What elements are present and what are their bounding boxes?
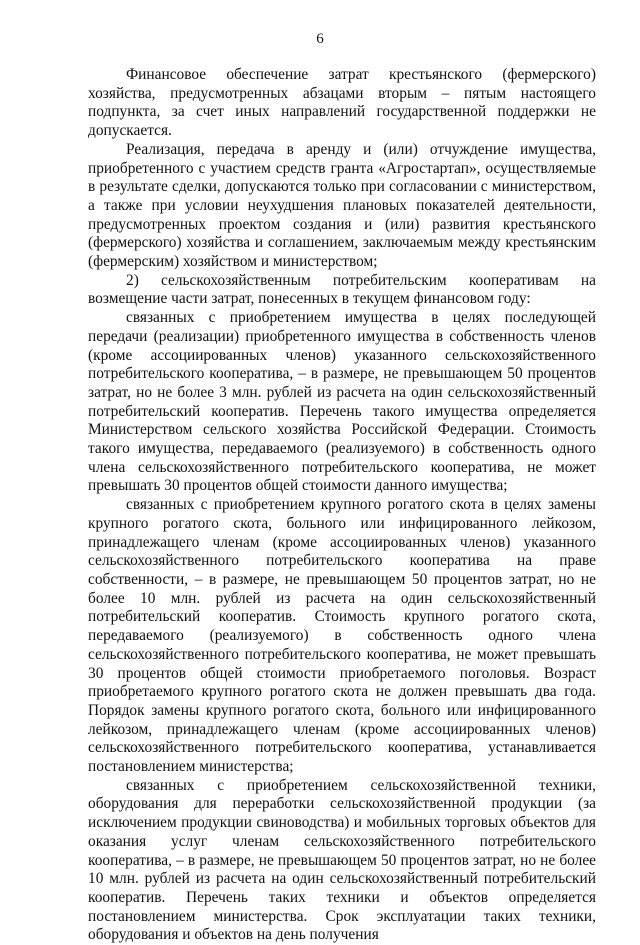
paragraph-machinery-acquisition: связанных с приобретением сельскохозяйственной техники, оборудования для переработки сельскохозяйственной продукции (за исключением продукции свиноводства) и мобильных торговых объектов для оказания услуг членам сельскохозяйственного потребительского кооператива, – в размере, не превышающем 50 процентов затрат, но не более 10 млн. рублей из расчета на один сельскохозяйственный потребительский кооператив. Перечень таких техники и объектов определяется постановлением министерства. Срок эксплуатации таких техники, оборудования и объектов на день получения bbox=[88, 776, 596, 944]
paragraph-property-disposal: Реализация, передача в аренду и (или) отчуждение имущества, приобретенного с участием средств гранта «Агростартап», осуществляемые в результате сделки, допускаются только при согласовании с министерством, а также при условии неухудшения плановых показателей деятельности, предусмотренных проектом создания и (или) развития крестьянского (фермерского) хозяйства и соглашением, заключаемым между крестьянским (фермерским) хозяйством и министерством; bbox=[88, 140, 596, 271]
paragraph-cattle-replacement: связанных с приобретением крупного рогатого скота в целях замены крупного рогатого скота, больного или инфицированного лейкозом, принадлежащего членам (кроме ассоциированных членов) указанного сельскохозяйственного потребительского кооператива на праве собственности, – в размере, не превышающем 50 процентов затрат, но не более 10 млн. рублей из расчета на один сельскохозяйственный потребительский кооператив. Стоимость крупного рогатого скота, передаваемого (реализуемого) в собственность одного члена сельскохозяйственного потребительского кооператива, не может превышать 30 процентов общей стоимости приобретаемого поголовья. Возраст приобретаемого крупного рогатого скота не должен превышать два года. Порядок замены крупного рогатого скота, больного или инфицированного лейкозом, принадлежащего членам (кроме ассоциированных членов) сельскохозяйственного потребительского кооператива, устанавливается постановлением министерства; bbox=[88, 496, 596, 776]
paragraph-property-acquisition: связанных с приобретением имущества в целях последующей передачи (реализации) приобретенного имущества в собственность членов (кроме ассоциированных членов) указанного сельскохозяйственного потребительского кооператива, – в размере, не превышающем 50 процентов затрат, но не более 3 млн. рублей из расчета на один сельскохозяйственный потребительский кооператив. Перечень такого имущества определяется Министерством сельского хозяйства Российской Федерации. Стоимость такого имущества, передаваемого (реализуемого) в собственность одного члена сельскохозяйственного потребительского кооператива, не может превышать 30 процентов общей стоимости данного имущества; bbox=[88, 309, 596, 495]
paragraph-cooperatives-intro: 2) сельскохозяйственным потребительским кооперативам на возмещение части затрат, понесенных в текущем финансовом году: bbox=[88, 271, 596, 308]
document-body bbox=[88, 66, 596, 945]
paragraph-financing-restriction: Финансовое обеспечение затрат крестьянского (фермерского) хозяйства, предусмотренных абзацами вторым – пятым настоящего подпункта, за счет иных направлений государственной поддержки не допускается. bbox=[88, 66, 596, 140]
page-number: 6 bbox=[316, 31, 324, 47]
